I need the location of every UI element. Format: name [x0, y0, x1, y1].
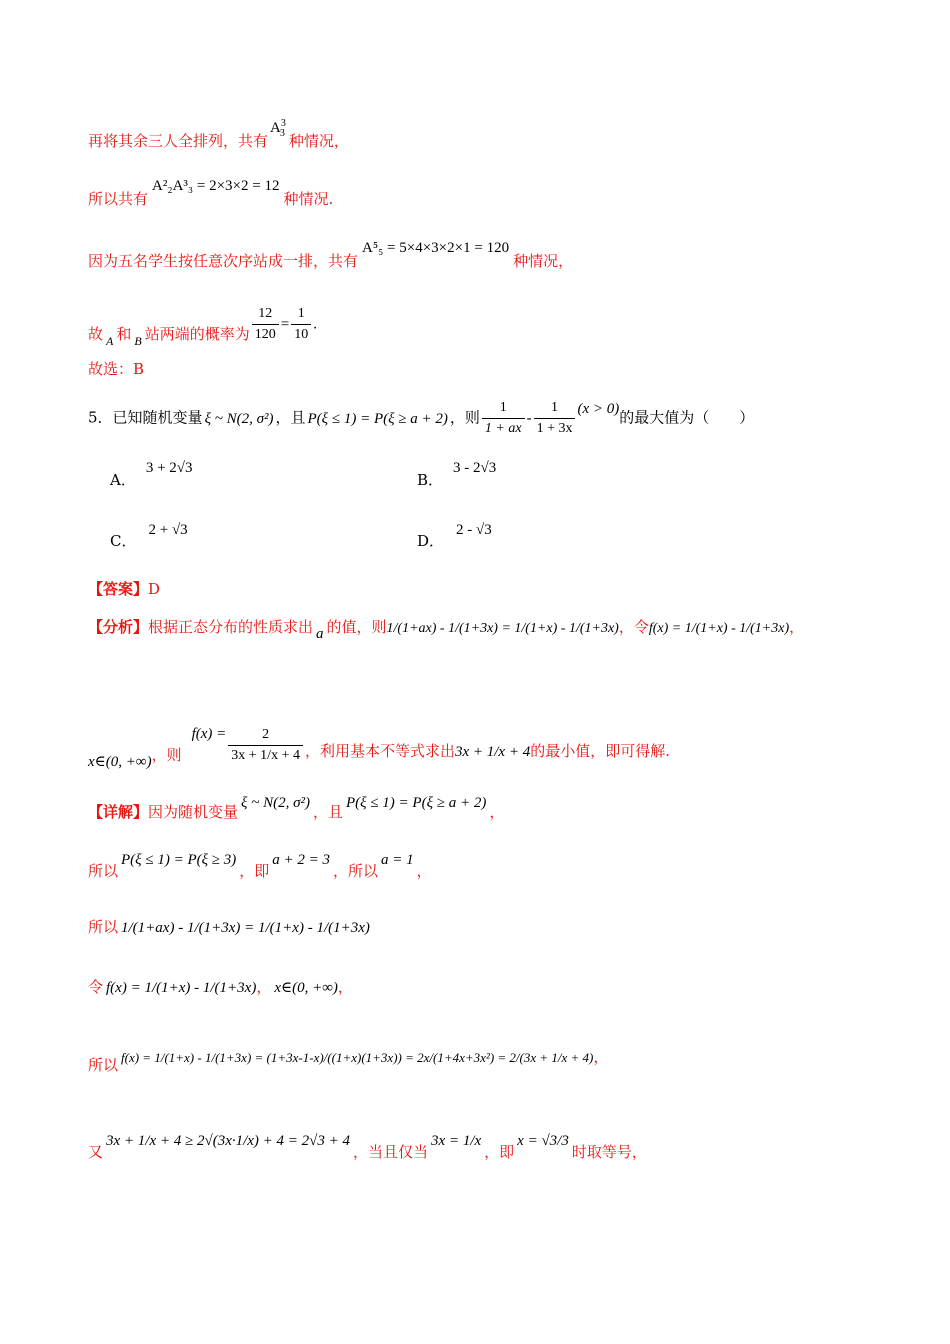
answer-value: D [148, 580, 161, 598]
text: 因为五名学生按任意次序站成一排，共有 [88, 252, 359, 270]
text: 已知随机变量 [112, 408, 203, 427]
math-domain: x∈(0, +∞) [88, 753, 152, 770]
solution-line-2 [88, 178, 334, 208]
analysis-line-1 [88, 618, 805, 642]
math-min-expr: 3x + 1/x + 4 [454, 743, 531, 760]
answer-tag: 【答案】 [88, 580, 149, 598]
analysis-tag: 【分析】 [88, 618, 149, 636]
var-B: B [134, 333, 142, 348]
detail-line-1 [88, 795, 505, 821]
math-a2: a + 2 = 3 [272, 852, 331, 868]
math-f-eq: 1/(1+ax) - 1/(1+3x) = 1/(1+x) - 1/(1+3x) [386, 621, 619, 636]
option-a[interactable] [110, 460, 193, 489]
option-value: 3 + 2√3 [145, 460, 193, 476]
option-label: B． [417, 471, 444, 489]
math-prob: P(ξ ≤ 1) = P(ξ ≥ a + 2) [345, 795, 487, 811]
text: ，令 [618, 618, 649, 636]
text: ， [789, 618, 805, 636]
text: ， [337, 978, 353, 996]
option-label: A． [110, 471, 136, 489]
analysis-line-2 [88, 705, 670, 770]
text: 的最大值为（ ） [619, 408, 755, 427]
question-number: 5． [88, 408, 113, 427]
option-c[interactable] [110, 522, 188, 550]
text: ， [593, 1048, 609, 1066]
math-a1: a = 1 [381, 852, 414, 868]
text: ，即 [239, 862, 270, 880]
math-f-def: f(x) = 1/(1+x) - 1/(1+3x) [648, 621, 790, 636]
text: 种情况. [283, 190, 334, 208]
text: 所以 [88, 918, 119, 936]
var-a: a [316, 626, 324, 642]
text: 所以共有 [88, 190, 149, 208]
text: ，且 [275, 408, 306, 427]
math-prob-eq: P(ξ ≤ 1) = P(ξ ≥ 3) [121, 852, 237, 868]
frac-1-1ax: $\frac{1}{1 + ax}$ [482, 398, 525, 439]
math-permutation: $A^3_3$ [270, 118, 286, 139]
math-count: A²₂A³₃ = 2×3×2 = 12 [152, 178, 280, 194]
frac-1-13x: $\frac{1}{1 + 3x}$ [534, 398, 576, 439]
math-x-value: x = √3/3 [517, 1133, 569, 1149]
option-value: 2 + √3 [148, 522, 188, 538]
math-dist: ξ ~ N(2, σ²) [241, 795, 310, 811]
text: 的最小值，即可得解. [530, 741, 670, 760]
text: 所以 [88, 862, 119, 880]
option-d[interactable] [417, 522, 492, 550]
frac-2-over: $\frac{2}{3x + 1/x + 4}$ [228, 725, 303, 766]
math-derivation: f(x) = 1/(1+x) - 1/(1+3x) = (1+3x-1-x)/((1+x)(1+3x)) = 2x/(1+4x+3x²) = 2/(3x + 1/x + 4) [121, 1050, 594, 1065]
fraction-12-120: $\frac{12}{120}$ [252, 304, 279, 345]
text: 根据正态分布的性质求出 [148, 618, 314, 636]
text: 因为随机变量 [148, 803, 239, 821]
detail-line-2 [88, 852, 432, 880]
text: ，所以 [333, 862, 379, 880]
detail-line-4 [88, 980, 353, 996]
minus: - [526, 410, 532, 427]
text: 的值，则 [326, 618, 387, 636]
fraction-1-10: $\frac{1}{10}$ [291, 304, 311, 345]
solution-line-3 [88, 240, 574, 270]
detail-line-3 [88, 920, 370, 936]
text: ，则 [151, 745, 182, 764]
math-f-def: f(x) = 1/(1+x) - 1/(1+3x) [106, 980, 257, 996]
math-prob: P(ξ ≤ 1) = P(ξ ≥ a + 2) [307, 410, 448, 427]
detail-line-6 [88, 1133, 647, 1161]
text: 种情况， [513, 252, 574, 270]
solution-choice: 故选：B [88, 360, 145, 378]
text: 站两端的概率为 [144, 324, 250, 343]
equals: = [280, 316, 290, 333]
math-condition: (x > 0) [577, 400, 620, 417]
text: ，当且仅当 [353, 1143, 429, 1161]
text: ，利用基本不等式求出 [304, 741, 455, 760]
math-frac-eq: 1/(1+ax) - 1/(1+3x) = 1/(1+x) - 1/(1+3x) [121, 920, 370, 936]
text: 故 [88, 324, 104, 343]
option-label: C． [110, 532, 137, 550]
detail-tag: 【详解】 [88, 803, 149, 821]
math-total: A⁵₅ = 5×4×3×2×1 = 120 [362, 240, 510, 256]
text: 种情况， [288, 132, 349, 150]
math-equality-cond: 3x = 1/x [431, 1133, 482, 1149]
answer-line [88, 582, 160, 597]
text: ， [489, 803, 505, 821]
text: 时取等号， [571, 1143, 647, 1161]
text: 令 [88, 978, 104, 996]
text: 所以 [88, 1056, 119, 1074]
option-b[interactable] [417, 460, 497, 489]
solution-line-4 [88, 304, 317, 348]
math-f-lhs: f(x) = [191, 725, 227, 742]
text: ， [416, 862, 432, 880]
math-domain: x∈(0, +∞) [274, 980, 338, 996]
solution-line-1 [88, 118, 349, 153]
option-label: D． [417, 532, 445, 550]
option-value: 2 - √3 [456, 522, 492, 538]
text: ，则 [449, 408, 480, 427]
text: ， [256, 978, 272, 996]
detail-line-5 [88, 1048, 609, 1074]
math-dist: ξ ~ N(2, σ²) [204, 410, 274, 427]
option-value: 3 - 2√3 [453, 460, 497, 476]
period: . [313, 316, 317, 333]
text: ，即 [484, 1143, 515, 1161]
question-5 [88, 398, 754, 439]
text: 和 [116, 324, 132, 343]
text: ，且 [312, 803, 343, 821]
math-inequality: 3x + 1/x + 4 ≥ 2√(3x·1/x) + 4 = 2√3 + 4 [106, 1133, 351, 1149]
var-A: A [106, 333, 114, 348]
text: 又 [88, 1143, 104, 1161]
text: 再将其余三人全排列，共有 [88, 132, 269, 150]
